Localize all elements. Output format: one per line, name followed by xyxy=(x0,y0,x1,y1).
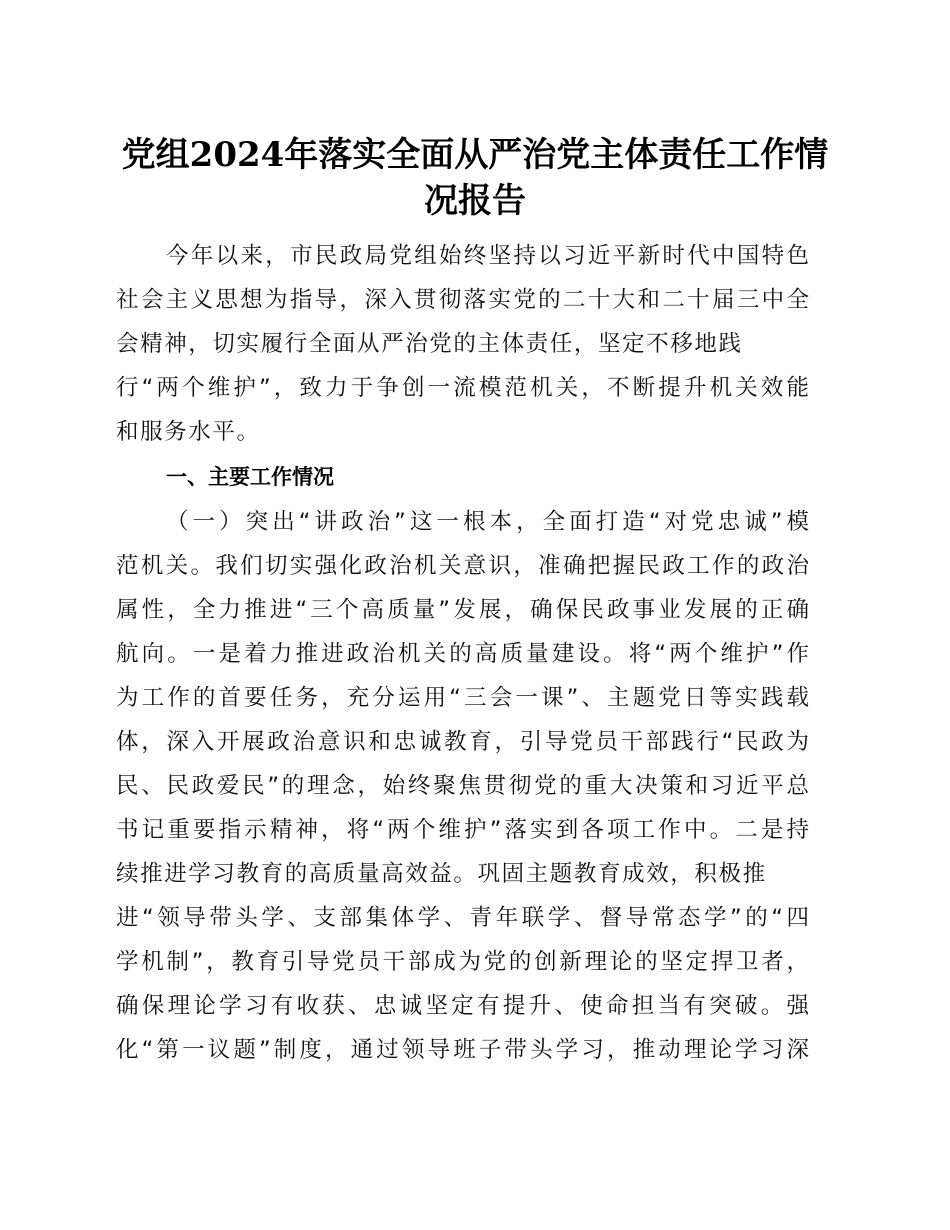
paragraph-line: 行“两个维护”，致力于争创一流模范机关，不断提升机关效能 xyxy=(116,375,809,401)
paragraph-line: 航向。一是着力推进政治机关的高质量建设。将“两个维护”作 xyxy=(116,641,809,667)
paragraph-line: 进“领导带头学、支部集体学、青年联学、督导常态学”的“四 xyxy=(116,905,809,931)
paragraph-line: 会精神，切实履行全面从严治党的主体责任，坚定不移地践 xyxy=(116,331,743,357)
paragraph-line: 和服务水平。 xyxy=(116,419,261,445)
paragraph-line: 为工作的首要任务，充分运用“三会一课”、主题党日等实践载 xyxy=(116,685,809,711)
paragraph-line: 范机关。我们切实强化政治机关意识，准确把握民政工作的政治 xyxy=(116,553,809,579)
paragraph-line: 属性，全力推进“三个高质量”发展，确保民政事业发展的正确 xyxy=(116,597,809,623)
paragraph-line: 社会主义思想为指导，深入贯彻落实党的二十大和二十届三中全 xyxy=(116,287,809,313)
title-line-2: 况报告 xyxy=(424,181,526,221)
section-heading: 一、主要工作情况 xyxy=(166,465,334,489)
title-line-1: 党组2024年落实全面从严治党主体责任工作情 xyxy=(121,135,829,175)
paragraph-line: 民、民政爱民”的理念，始终聚焦贯彻党的重大决策和习近平总 xyxy=(116,773,809,799)
document-title xyxy=(110,132,840,224)
paragraph-line: 续推进学习教育的高质量高效益。巩固主题教育成效，积极推 xyxy=(116,861,767,887)
paragraph-line: 确保理论学习有收获、忠诚坚定有提升、使命担当有突破。强 xyxy=(116,993,809,1019)
paragraph-line: 今年以来，市民政局党组始终坚持以习近平新时代中国特色 xyxy=(166,243,809,269)
paragraph-line: 学机制”，教育引导党员干部成为党的创新理论的坚定捍卫者， xyxy=(116,949,809,975)
paragraph-line: 书记重要指示精神，将“两个维护”落实到各项工作中。二是持 xyxy=(116,817,809,843)
paragraph-line: 体，深入开展政治意识和忠诚教育，引导党员干部践行“民政为 xyxy=(116,729,809,755)
paragraph-line: 化“第一议题”制度，通过领导班子带头学习，推动理论学习深 xyxy=(116,1037,809,1063)
paragraph-line: （一）突出“讲政治”这一根本，全面打造“对党忠诚”模 xyxy=(166,509,809,535)
